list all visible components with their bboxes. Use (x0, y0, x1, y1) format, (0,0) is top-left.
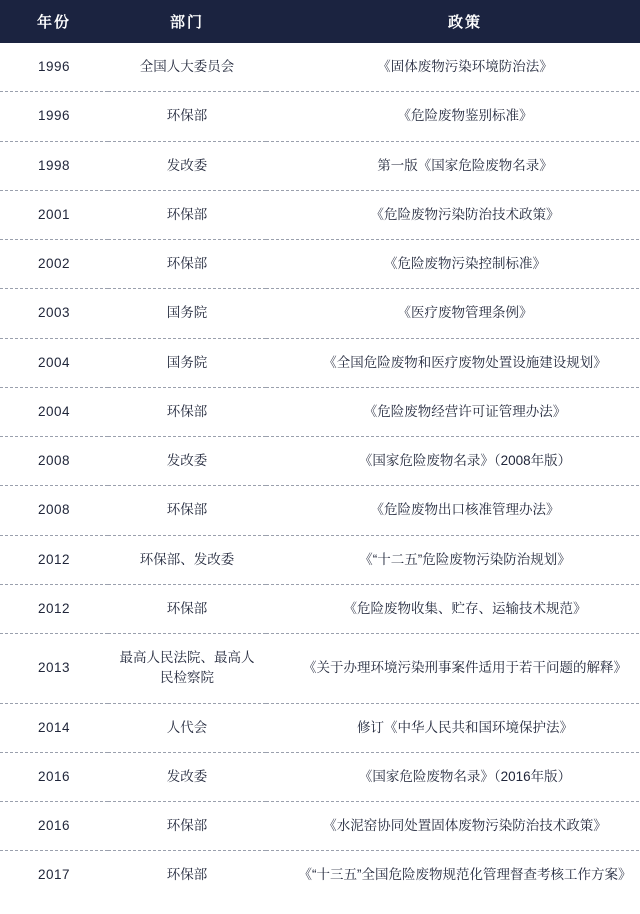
column-header-department: 部门 (108, 0, 266, 43)
cell-year: 2016 (0, 802, 108, 851)
table-row (0, 289, 640, 338)
table-row (0, 437, 640, 486)
table-row (0, 486, 640, 535)
cell-year: 2002 (0, 240, 108, 289)
cell-year: 2017 (37, 867, 71, 883)
cell-policy: 《全国危险废物和医疗废物处置设施建设规划》 (266, 338, 640, 387)
cell-policy: 《“十二五”危险废物污染防治规划》 (266, 535, 640, 584)
cell-department: 环保部 (108, 92, 266, 141)
cell-year: 2014 (0, 703, 108, 752)
table-row (0, 141, 640, 190)
table-body (0, 43, 640, 900)
cell-department: 环保部 (108, 486, 266, 535)
cell-policy: 《国家危险废物名录》（2008年版） (266, 437, 640, 486)
cell-year: 2008 (0, 437, 108, 486)
cell-policy: 《危险废物出口核准管理办法》 (266, 486, 640, 535)
cell-department: 环保部 (108, 190, 266, 239)
table-row (0, 802, 640, 851)
cell-department: 环保部 (108, 584, 266, 633)
cell-year: 2001 (0, 190, 108, 239)
table-header (0, 0, 640, 43)
cell-year: 2004 (0, 387, 108, 436)
cell-year: 1996 (0, 43, 108, 92)
cell-policy: 《“十三五”全国危险废物规范化管理督查考核工作方案》 (298, 867, 632, 883)
table-row (0, 43, 640, 92)
table-row (0, 851, 640, 900)
cell-department: 环保部、发改委 (108, 535, 266, 584)
cell-policy: 《危险废物收集、贮存、运输技术规范》 (266, 584, 640, 633)
table-row (0, 190, 640, 239)
table-row (0, 240, 640, 289)
table-row (0, 535, 640, 584)
cell-policy: 《医疗废物管理条例》 (266, 289, 640, 338)
cell-policy: 《危险废物经营许可证管理办法》 (266, 387, 640, 436)
table-row (0, 387, 640, 436)
cell-year: 2012 (0, 535, 108, 584)
cell-policy: 《危险废物鉴别标准》 (266, 92, 640, 141)
cell-year: 2008 (0, 486, 108, 535)
cell-year: 1998 (0, 141, 108, 190)
cell-policy: 《危险废物污染控制标准》 (266, 240, 640, 289)
table-row (0, 752, 640, 801)
cell-department: 国务院 (108, 338, 266, 387)
cell-year: 2012 (0, 584, 108, 633)
table-row (0, 338, 640, 387)
cell-department: 发改委 (108, 141, 266, 190)
cell-policy: 《危险废物污染防治技术政策》 (266, 190, 640, 239)
cell-policy: 《国家危险废物名录》（2016年版） (266, 752, 640, 801)
table-row (0, 634, 640, 704)
cell-policy: 《水泥窑协同处置固体废物污染防治技术政策》 (266, 802, 640, 851)
column-header-policy: 政策 (266, 0, 640, 43)
cell-year: 2004 (0, 338, 108, 387)
cell-department: 环保部 (166, 867, 208, 883)
cell-department: 国务院 (108, 289, 266, 338)
cell-year: 2016 (0, 752, 108, 801)
table-header-row (0, 0, 640, 43)
table-row (0, 92, 640, 141)
table-row (0, 584, 640, 633)
cell-department: 人代会 (108, 703, 266, 752)
cell-department: 全国人大委员会 (108, 43, 266, 92)
column-header-year: 年份 (0, 0, 108, 43)
cell-department: 环保部 (108, 387, 266, 436)
cell-department: 环保部 (108, 802, 266, 851)
table-row (0, 703, 640, 752)
cell-policy: 第一版《国家危险废物名录》 (266, 141, 640, 190)
cell-year: 1996 (0, 92, 108, 141)
cell-department: 环保部 (108, 240, 266, 289)
cell-policy: 《关于办理环境污染刑事案件适用于若干问题的解释》 (266, 634, 640, 704)
cell-policy: 《固体废物污染环境防治法》 (266, 43, 640, 92)
cell-department: 最高人民法院、最高人民检察院 (108, 634, 266, 704)
cell-policy: 修订《中华人民共和国环境保护法》 (266, 703, 640, 752)
cell-year: 2003 (0, 289, 108, 338)
cell-year: 2013 (0, 634, 108, 704)
cell-department: 发改委 (108, 752, 266, 801)
cell-department: 发改委 (108, 437, 266, 486)
